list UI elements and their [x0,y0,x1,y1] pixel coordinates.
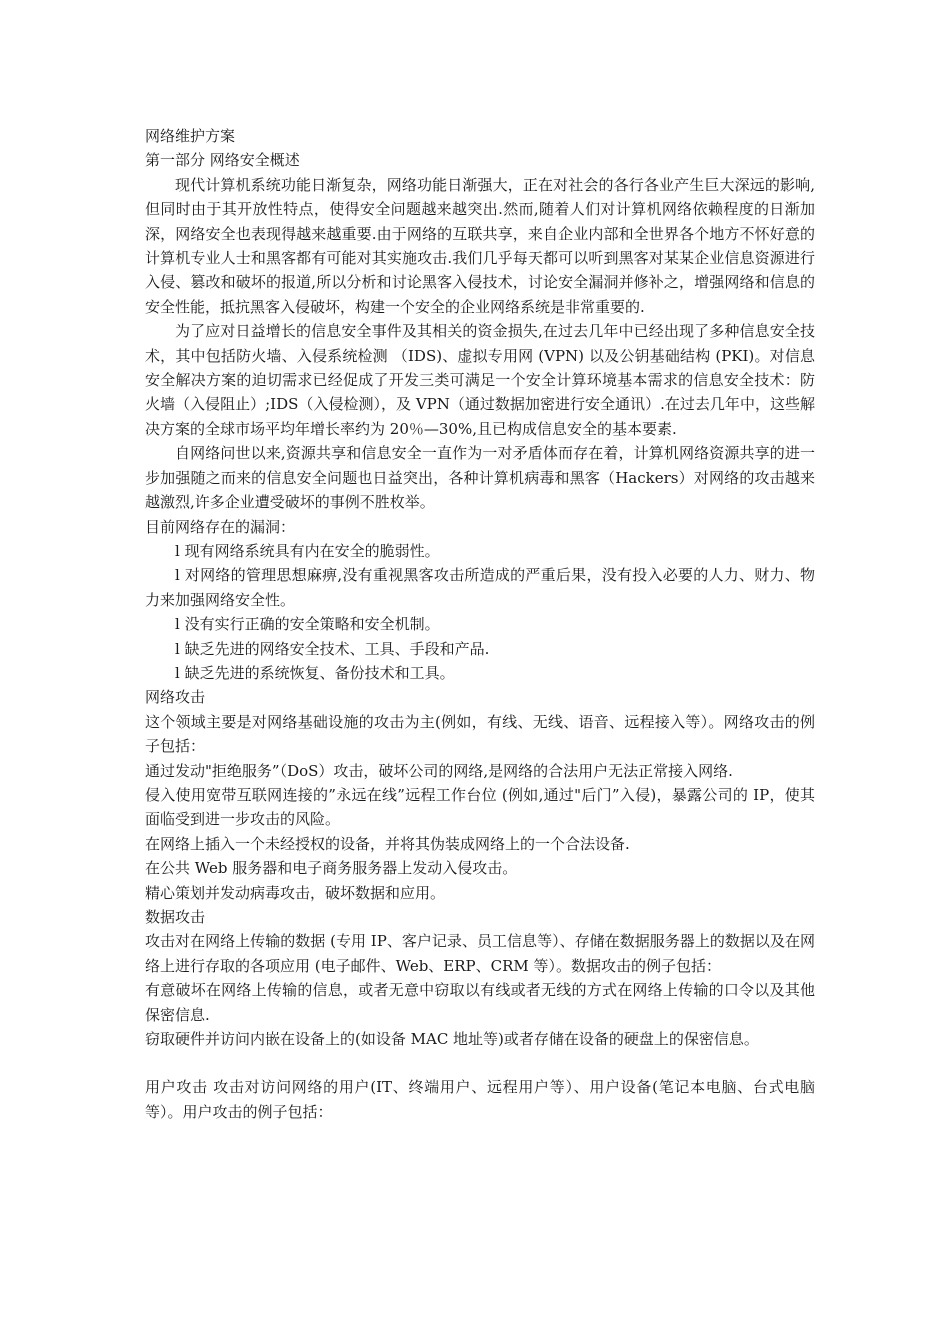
document-body [145,124,815,1124]
vulnerability-item: l 没有实行正确的安全策略和安全机制。 [175,615,440,634]
document-title: 网络维护方案 [145,127,236,145]
data-attack-item: 窃取硬件并访问内嵌在设备上的(如设备 MAC 地址等)或者存储在设备的硬盘上的保密信息。 [145,1030,759,1049]
vulnerability-item: l 缺乏先进的网络安全技术、工具、手段和产品. [175,639,490,658]
paragraph-2: 为了应对日益增长的信息安全事件及其相关的资金损失,在过去几年中已经出现了多种信息安全技术，其中包括防火墙、入侵系统检测 （IDS)、虚拟专用网 (VPN) 以及公钥基础结构 (PKI)。对信息安全解决方案的迫切需求已经促成了开发三类可满足一个安全计算环境基本需求的信息安全技术：防火墙（入侵阻止）;IDS（入侵检测），及 VPN（通过数据加密进行安全通讯）.在过去几年中，这些解决方案的全球市场平均年增长率约为 20％—30%,且已构成信息安全的基本要素. [145,322,815,438]
vulnerability-item: l 对网络的管理思想麻痹,没有重视黑客攻击所造成的严重后果，没有投入必要的人力、财力、物力来加强网络安全性。 [145,566,815,609]
user-attack-paragraph: 用户攻击 攻击对访问网络的用户(IT、终端用户、远程用户等）、用户设备(笔记本电脑、台式电脑等）。用户攻击的例子包括： [145,1078,815,1121]
data-attack-intro: 攻击对在网络上传输的数据 (专用 IP、客户记录、员工信息等）、存储在数据服务器上的数据以及在网络上进行存取的各项应用 (电子邮件、Web、ERP、CRM 等）。数据攻击的例子包括： [145,932,815,975]
data-attack-item: 有意破坏在网络上传输的信息，或者无意中窃取以有线或者无线的方式在网络上传输的口令以及其他保密信息. [145,981,815,1024]
paragraph-1: 现代计算机系统功能日渐复杂，网络功能日渐强大，正在对社会的各行各业产生巨大深远的影响,但同时由于其开放性特点，使得安全问题越来越突出.然而,随着人们对计算机网络依赖程度的日渐加深，网络安全也表现得越来越重要.由于网络的互联共享，来自企业内部和全世界各个地方不怀好意的计算机专业人士和黑客都有可能对其实施攻击.我们几乎每天都可以听到黑客对某某企业信息资源进行入侵、篡改和破坏的报道,所以分析和讨论黑客入侵技术，讨论安全漏洞并修补之，增强网络和信息的安全性能，抵抗黑客入侵破坏，构建一个安全的企业网络系统是非常重要的. [145,175,815,316]
network-attack-intro: 这个领域主要是对网络基础设施的攻击为主(例如，有线、无线、语音、远程接入等）。网络攻击的例子包括： [145,712,815,756]
network-attack-item: 在网络上插入一个未经授权的设备，并将其伪装成网络上的一个合法设备. [145,834,630,853]
paragraph-3: 自网络问世以来,资源共享和信息安全一直作为一对矛盾体而存在着，计算机网络资源共享的进一步加强随之而来的信息安全问题也日益突出，各种计算机病毒和黑客（Hackers）对网络的攻击越来越激烈,许多企业遭受破坏的事例不胜枚举。 [145,444,815,512]
section-heading: 第一部分 网络安全概述 [145,151,300,170]
vulnerability-item: l 现有网络系统具有内在安全的脆弱性。 [175,541,440,560]
network-attack-item: 在公共 Web 服务器和电子商务服务器上发动入侵攻击。 [145,859,518,878]
network-attack-heading: 网络攻击 [145,688,206,707]
network-attack-item: 精心策划并发动病毒攻击，破坏数据和应用。 [145,883,446,902]
network-attack-item: 通过发动"拒绝服务”（DoS）攻击，破坏公司的网络,是网络的合法用户无法正常接入网络. [145,761,733,780]
vulnerability-item: l 缺乏先进的系统恢复、备份技术和工具。 [175,663,455,682]
network-attack-item: 侵入使用宽带互联网连接的”永远在线”远程工作台位 (例如,通过"后门”入侵)，暴露公司的 IP，使其面临受到进一步攻击的风险。 [145,785,815,829]
data-attack-heading: 数据攻击 [145,908,206,926]
vulnerability-heading: 目前网络存在的漏洞： [145,517,296,536]
blank-line [145,1051,815,1075]
